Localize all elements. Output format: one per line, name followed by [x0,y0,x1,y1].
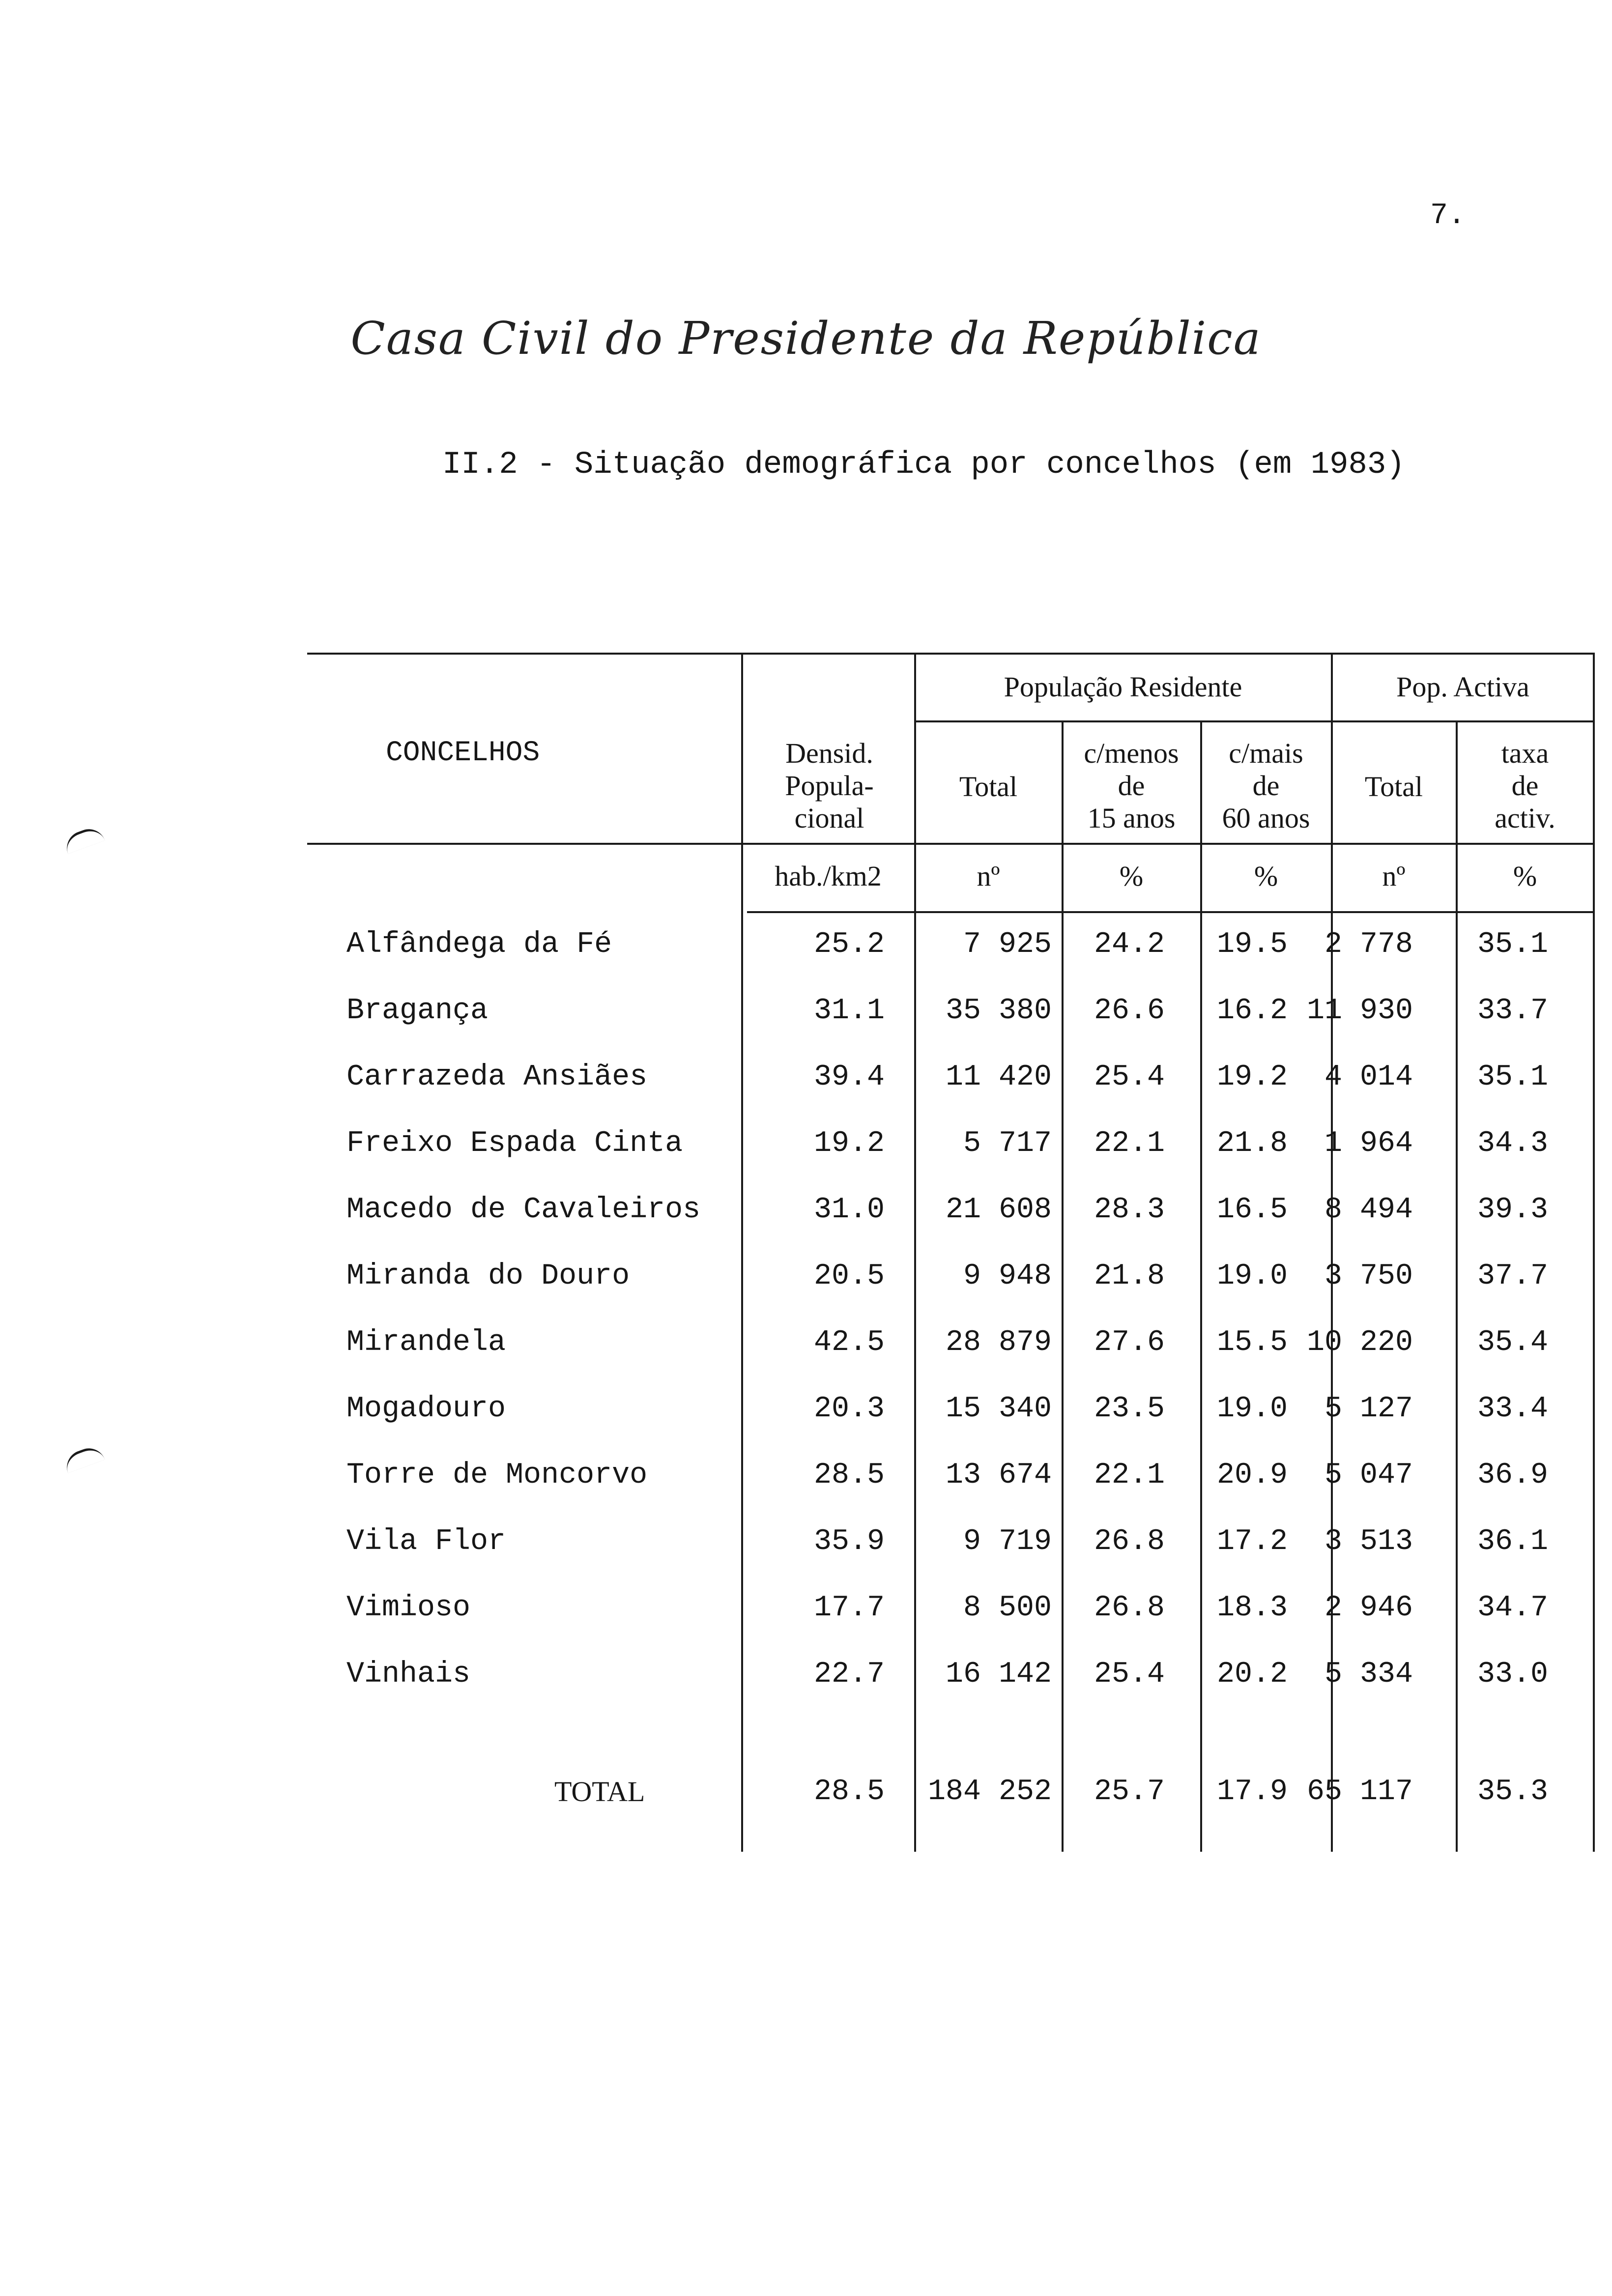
table-row [0,1326,1612,1365]
cell-mais60: 17.9 [1216,1775,1288,1808]
cell-concelho: Miranda do Douro [346,1260,630,1293]
cell-menos15: 21.8 [1094,1260,1165,1293]
cell-menos15: 27.6 [1094,1326,1165,1359]
cell-activa-total: 65 117 [1306,1775,1413,1808]
cell-menos15: 26.6 [1094,994,1165,1028]
unit-taxa: % [1513,860,1537,892]
cell-menos15: 28.3 [1094,1193,1165,1227]
cell-activa-total: 10 220 [1306,1326,1413,1359]
header-densidade-line: Popula- [785,770,874,802]
cell-densidade: 22.7 [813,1658,885,1691]
cell-concelho: Carrazeda Ansiães [346,1061,648,1094]
cell-activa-total: 2 946 [1324,1591,1413,1625]
table-row [0,928,1612,967]
cell-concelho: Vimioso [346,1591,471,1625]
cell-total: 21 608 [945,1193,1052,1227]
letterhead: Casa Civil do Presidente da República [350,312,1262,365]
header-taxa-line: activ. [1495,802,1555,834]
cell-total: 28 879 [945,1326,1052,1359]
header-densidade-line: Densid. [785,737,873,769]
cell-activa-total: 5 334 [1324,1658,1413,1691]
cell-taxa: 36.1 [1477,1525,1548,1558]
cell-total: 16 142 [945,1658,1052,1691]
cell-densidade: 25.2 [813,928,885,961]
header-densidade-line: cional [794,802,864,834]
cell-activa-total: 5 047 [1324,1459,1413,1492]
header-taxa-line: taxa [1501,737,1549,769]
cell-densidade: 28.5 [813,1775,885,1808]
cell-taxa: 34.7 [1477,1591,1548,1625]
cell-total-label: TOTAL [554,1776,645,1808]
cell-taxa: 35.3 [1477,1775,1548,1808]
header-group-populacao: População Residente [1004,671,1242,703]
cell-densidade: 28.5 [813,1459,885,1492]
cell-concelho: Torre de Moncorvo [346,1459,648,1492]
header-densidade [747,737,912,834]
cell-mais60: 21.8 [1216,1127,1288,1160]
cell-concelho: Alfândega da Fé [346,928,612,961]
cell-taxa: 35.1 [1477,928,1548,961]
cell-taxa: 39.3 [1477,1193,1548,1227]
unit-densidade: hab./km2 [775,860,882,892]
cell-total: 9 719 [963,1525,1052,1558]
cell-activa-total: 4 014 [1324,1061,1413,1094]
header-concelhos: CONCELHOS [386,737,540,769]
cell-total: 184 252 [927,1775,1052,1808]
cell-densidade: 20.5 [813,1260,885,1293]
header-mais60-line: c/mais [1229,737,1303,769]
cell-total: 13 674 [945,1459,1052,1492]
cell-concelho: Vila Flor [346,1525,506,1558]
header-menos15 [1065,737,1198,834]
cell-activa-total: 3 513 [1324,1525,1413,1558]
cell-menos15: 25.4 [1094,1061,1165,1094]
table-row [0,1525,1612,1564]
header-menos15-line: de [1118,770,1145,802]
table-rule-header-bottom [307,843,1595,845]
cell-densidade: 42.5 [813,1326,885,1359]
header-menos15-line: c/menos [1084,737,1179,769]
cell-menos15: 26.8 [1094,1591,1165,1625]
cell-menos15: 25.7 [1094,1775,1165,1808]
cell-mais60: 19.0 [1216,1260,1288,1293]
cell-mais60: 18.3 [1216,1591,1288,1625]
cell-concelho: Macedo de Cavaleiros [346,1193,701,1227]
table-rule-units [747,911,1595,913]
binder-mark [62,824,105,854]
table-row [0,1658,1612,1697]
cell-mais60: 19.2 [1216,1061,1288,1094]
header-mais60 [1203,737,1329,834]
cell-activa-total: 2 778 [1324,928,1413,961]
cell-activa-total: 3 750 [1324,1260,1413,1293]
cell-densidade: 35.9 [813,1525,885,1558]
table-row [0,1459,1612,1498]
cell-menos15: 22.1 [1094,1459,1165,1492]
unit-menos15: % [1119,860,1144,892]
cell-total: 15 340 [945,1392,1052,1426]
cell-total: 11 420 [945,1061,1052,1094]
cell-menos15: 23.5 [1094,1392,1165,1426]
cell-activa-total: 1 964 [1324,1127,1413,1160]
table-row [0,1127,1612,1166]
header-mais60-line: 60 anos [1222,802,1310,834]
cell-total: 8 500 [963,1591,1052,1625]
page-number: 7. [1430,199,1466,232]
cell-concelho: Mirandela [346,1326,506,1359]
table-row [0,994,1612,1033]
cell-menos15: 22.1 [1094,1127,1165,1160]
cell-taxa: 37.7 [1477,1260,1548,1293]
cell-mais60: 16.2 [1216,994,1288,1028]
cell-total: 7 925 [963,928,1052,961]
cell-menos15: 25.4 [1094,1658,1165,1691]
cell-taxa: 36.9 [1477,1459,1548,1492]
cell-concelho: Vinhais [346,1658,471,1691]
header-activa-total: Total [1364,771,1423,803]
cell-taxa: 35.1 [1477,1061,1548,1094]
table-row [0,1061,1612,1100]
cell-mais60: 20.2 [1216,1658,1288,1691]
header-group-activa: Pop. Activa [1396,671,1529,703]
table-total-row [0,1775,1612,1814]
table-row [0,1591,1612,1631]
cell-mais60: 20.9 [1216,1459,1288,1492]
cell-taxa: 33.7 [1477,994,1548,1028]
cell-activa-total: 11 930 [1306,994,1413,1028]
cell-activa-total: 5 127 [1324,1392,1413,1426]
cell-concelho: Mogadouro [346,1392,506,1426]
cell-menos15: 24.2 [1094,928,1165,961]
cell-total: 9 948 [963,1260,1052,1293]
table-row [0,1193,1612,1233]
cell-densidade: 19.2 [813,1127,885,1160]
cell-densidade: 39.4 [813,1061,885,1094]
cell-total: 35 380 [945,994,1052,1028]
cell-densidade: 31.0 [813,1193,885,1227]
cell-mais60: 19.5 [1216,928,1288,961]
unit-activa-total: nº [1382,860,1406,892]
cell-taxa: 35.4 [1477,1326,1548,1359]
unit-mais60: % [1254,860,1278,892]
cell-concelho: Freixo Espada Cinta [346,1127,683,1160]
unit-total: nº [977,860,1000,892]
header-total: Total [959,771,1018,803]
cell-densidade: 31.1 [813,994,885,1028]
header-taxa-line: de [1511,770,1539,802]
document-title: II.2 - Situação demográfica por concelhos (em 1983) [442,447,1405,483]
cell-activa-total: 8 494 [1324,1193,1413,1227]
cell-taxa: 33.4 [1477,1392,1548,1426]
cell-taxa: 34.3 [1477,1127,1548,1160]
table-row [0,1260,1612,1299]
header-menos15-line: 15 anos [1087,802,1176,834]
header-taxa [1459,737,1591,834]
cell-densidade: 20.3 [813,1392,885,1426]
table-row [0,1392,1612,1432]
cell-concelho: Bragança [346,994,489,1028]
cell-mais60: 19.0 [1216,1392,1288,1426]
table-rule-top [307,653,1595,655]
cell-mais60: 16.5 [1216,1193,1288,1227]
cell-mais60: 15.5 [1216,1326,1288,1359]
cell-menos15: 26.8 [1094,1525,1165,1558]
cell-total: 5 717 [963,1127,1052,1160]
table-rule-group [914,720,1595,722]
header-mais60-line: de [1252,770,1280,802]
cell-taxa: 33.0 [1477,1658,1548,1691]
cell-densidade: 17.7 [813,1591,885,1625]
cell-mais60: 17.2 [1216,1525,1288,1558]
